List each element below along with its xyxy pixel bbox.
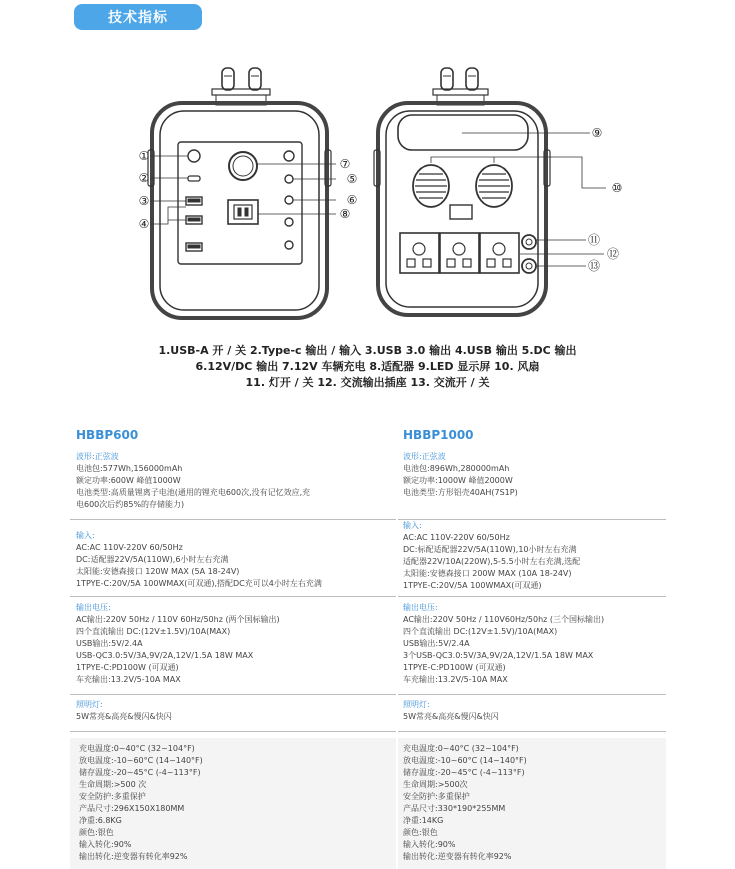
- callout-6: ⑥: [346, 193, 358, 207]
- spec-line: 安全防护:多重保护: [403, 792, 470, 801]
- spec-line: 额定功率:1000W 峰值2000W: [403, 476, 513, 485]
- spec-line: 储存温度:-20~45°C (-4~113°F): [403, 768, 525, 777]
- spec-line: 适配器22V/10A(220W),5-5.5小时左右充满,选配: [403, 557, 581, 566]
- spec-line: 额定功率:600W 峰值1000W: [76, 476, 181, 485]
- spec-line: 5W常亮&高亮&慢闪&快闪: [403, 712, 499, 721]
- callout-13: ⑬: [587, 259, 601, 273]
- right-light-head: 照明灯:: [403, 700, 430, 709]
- callout-4: ④: [138, 217, 150, 231]
- divider: [70, 596, 396, 597]
- spec-line: 净重:14KG: [403, 816, 444, 825]
- spec-line: 四个直流输出 DC:(12V±1.5V)/10A(MAX): [403, 627, 558, 636]
- spec-line: 放电温度:-10~60°C (14~140°F): [403, 756, 527, 765]
- spec-line: AC:AC 110V-220V 60/50Hz: [403, 533, 510, 542]
- right-device-illustration: [374, 68, 550, 315]
- legend-line: 11. 灯开 / 关 12. 交流输出插座 13. 交流开 / 关: [245, 376, 490, 389]
- left-light-block: [76, 699, 376, 723]
- divider: [70, 694, 396, 695]
- spec-line: 生命周期:>500次: [403, 780, 468, 789]
- spec-line: 输入转化:90%: [403, 840, 456, 849]
- left-light-head: 照明灯:: [76, 700, 103, 709]
- spec-line: 产品尺寸:330*190*255MM: [403, 804, 506, 813]
- right-battery-block: [403, 451, 703, 499]
- divider: [70, 731, 396, 732]
- left-output-block: [76, 602, 376, 686]
- callout-10: ⑩: [611, 181, 623, 195]
- callout-2: ②: [138, 171, 150, 185]
- spec-line: 电600次后约85%的存储能力): [76, 500, 185, 509]
- left-wave-head: 波形:正弦波: [76, 452, 119, 461]
- spec-line: 颜色:银色: [79, 828, 114, 837]
- right-general-specs: [403, 743, 663, 863]
- product-diagram: [0, 0, 735, 340]
- spec-line: 1TPYE-C:20V/5A 100WMAX(可双通),搭配DC充可以4小时左右充满: [76, 579, 322, 588]
- spec-line: 电池包:577Wh,156000mAh: [76, 464, 183, 473]
- spec-line: DC:标配适配器22V/5A(110W),10小时左右充满: [403, 545, 577, 554]
- spec-line: 3个USB-QC3.0:5V/3A,9V/2A,12V/1.5A 18W MAX: [403, 651, 594, 660]
- spec-line: 太阳能:安德森接口 200W MAX (10A 18-24V): [403, 569, 572, 578]
- right-light-block: [403, 699, 703, 723]
- spec-line: AC:AC 110V-220V 60/50Hz: [76, 543, 183, 552]
- legend-line: 6.12V/DC 输出 7.12V 车辆充电 8.适配器 9.LED 显示屏 10. 风扇: [195, 360, 540, 373]
- spec-line: 生命周期:>500 次: [79, 780, 147, 789]
- section-title: 技术指标: [74, 4, 202, 30]
- spec-line: USB-QC3.0:5V/3A,9V/2A,12V/1.5A 18W MAX: [76, 651, 254, 660]
- spec-line: DC:适配器22V/5A(110W),6小时左右充满: [76, 555, 229, 564]
- spec-line: 输入转化:90%: [79, 840, 132, 849]
- spec-line: 输出转化:逆变器有转化率92%: [403, 852, 512, 861]
- spec-line: 电池类型:高质量锂离子电池(通用的锂充电600次,没有记忆效应,充: [76, 488, 311, 497]
- spec-line: 1TPYE-C:PD100W (可双通): [403, 663, 506, 672]
- left-general-specs: [79, 743, 379, 863]
- spec-line: AC输出:220V 50Hz / 110V60Hz/50hz (三个国标输出): [403, 615, 605, 624]
- spec-line: 充电温度:0~40°C (32~104°F): [403, 744, 519, 753]
- callout-5: ⑤: [346, 172, 358, 186]
- spec-line: 5W常亮&高亮&慢闪&快闪: [76, 712, 172, 721]
- right-output-head: 输出电压:: [403, 603, 438, 612]
- right-model-name: HBBP1000: [403, 428, 474, 442]
- left-output-head: 输出电压:: [76, 603, 111, 612]
- spec-line: AC输出:220V 50Hz / 110V 60Hz/50hz (两个国标输出): [76, 615, 280, 624]
- spec-line: 颜色:银色: [403, 828, 438, 837]
- spec-line: 输出转化:逆变器有转化率92%: [79, 852, 188, 861]
- spec-line: 1TPYE-C:PD100W (可双通): [76, 663, 179, 672]
- left-input-head: 输入:: [76, 531, 95, 540]
- left-input-block: [76, 530, 376, 590]
- spec-line: 安全防护:多重保护: [79, 792, 146, 801]
- spec-line: 四个直流输出 DC:(12V±1.5V)/10A(MAX): [76, 627, 231, 636]
- callout-1: ①: [138, 149, 150, 163]
- right-wave-head: 波形:正弦波: [403, 452, 446, 461]
- callout-9: ⑨: [591, 126, 603, 140]
- spec-line: 太阳能:安德森接口 120W MAX (5A 18-24V): [76, 567, 240, 576]
- callout-8: ⑧: [339, 207, 351, 221]
- spec-line: 电池包:896Wh,280000mAh: [403, 464, 510, 473]
- legend-line: 1.USB-A 开 / 关 2.Type-c 输出 / 输入 3.USB 3.0 输出 4.USB 输出 5.DC 输出: [158, 344, 577, 357]
- callout-7: ⑦: [339, 157, 351, 171]
- divider: [70, 519, 396, 520]
- spec-line: 电池类型:方形铝壳40AH(7S1P): [403, 488, 518, 497]
- left-model-name: HBBP600: [76, 428, 139, 442]
- divider: [398, 694, 666, 695]
- spec-line: 放电温度:-10~60°C (14~140°F): [79, 756, 203, 765]
- spec-line: 车充输出:13.2V/5-10A MAX: [76, 675, 181, 684]
- spec-line: 储存温度:-20~45°C (-4~113°F): [79, 768, 201, 777]
- spec-line: 1TPYE-C:20V/5A 100WMAX(可双通): [403, 581, 542, 590]
- spec-line: 净重:6.8KG: [79, 816, 122, 825]
- spec-line: 产品尺寸:296X150X180MM: [79, 804, 185, 813]
- left-battery-block: [76, 451, 376, 511]
- callout-11: ⑪: [587, 233, 601, 247]
- callout-3: ③: [138, 194, 150, 208]
- right-output-block: [403, 602, 703, 686]
- divider: [398, 596, 666, 597]
- divider: [398, 731, 666, 732]
- spec-line: 车充输出:13.2V/5-10A MAX: [403, 675, 508, 684]
- spec-line: USB输出:5V/2.4A: [76, 639, 143, 648]
- legend: [0, 343, 735, 391]
- right-input-block: [403, 520, 703, 592]
- left-device-illustration: [148, 68, 331, 318]
- spec-line: 充电温度:0~40°C (32~104°F): [79, 744, 195, 753]
- callout-12: ⑫: [606, 247, 620, 261]
- spec-line: USB输出:5V/2.4A: [403, 639, 470, 648]
- right-input-head: 输入:: [403, 521, 422, 530]
